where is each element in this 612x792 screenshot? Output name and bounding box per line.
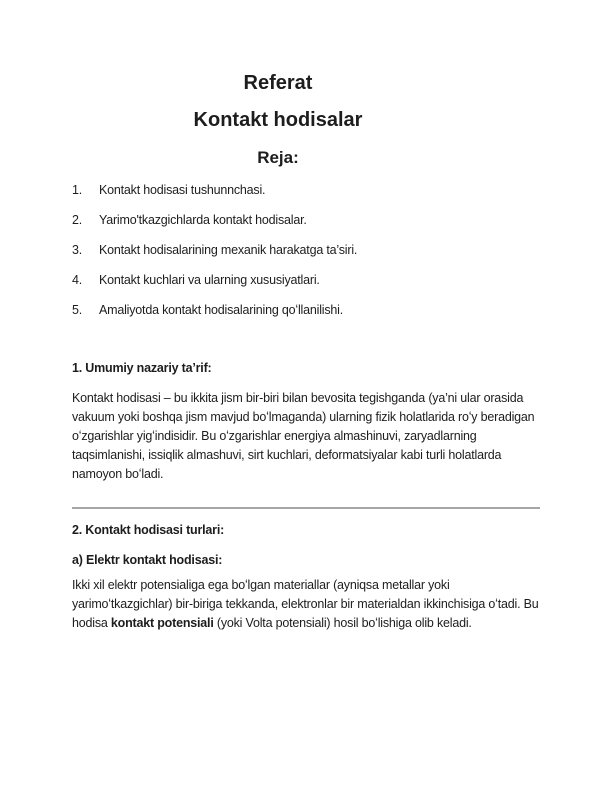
section2-paragraph-text: (yoki Volta potensiali) hosil boʻlishiga olib keladi. [213, 616, 472, 630]
section2-paragraph [72, 576, 542, 633]
list-item [72, 271, 542, 290]
list-item-number: 4. [72, 273, 83, 287]
page-title: Referat [243, 72, 313, 94]
list-item [72, 211, 542, 230]
document-subtitle: Kontakt hodisalar [193, 109, 363, 131]
list-item-number: 1. [72, 183, 83, 197]
section2-heading: 2. Kontakt hodisasi turlari: [72, 523, 225, 537]
section2-paragraph-bold-term: kontakt potensiali [110, 616, 214, 630]
list-item-number: 2. [72, 213, 83, 227]
document-content [72, 0, 542, 633]
list-item-text: Amaliyotda kontakt hodisalarining qoʻllanilishi. [99, 303, 344, 317]
document-headings [72, 70, 484, 170]
list-item [72, 181, 542, 200]
list-item-text: Kontakt hodisalarining mexanik harakatga ta’siri. [99, 243, 358, 257]
section1-heading: 1. Umumiy nazariy ta’rif: [72, 361, 212, 375]
section2-paragraph-text: Ikki xil elektr potensialiga ega boʻlgan materiallar (ayniqsa metallar yoki yarimoʻtkazgichlar) bir-biriga tekkanda, elektronlar bir materialdan ikkinchisiga oʻtadi. Bu hodisa [72, 578, 539, 630]
list-item-number: 3. [72, 243, 83, 257]
list-item-text: Kontakt kuchlari va ularning xususiyatlari. [99, 273, 320, 287]
list-item [72, 241, 542, 260]
list-item-number: 5. [72, 303, 83, 317]
section2-subheading: a) Elektr kontakt hodisasi: [72, 553, 223, 567]
list-item [72, 301, 542, 320]
list-item-text: Kontakt hodisasi tushunnchasi. [99, 183, 266, 197]
plan-heading: Reja: [257, 148, 299, 167]
list-item-text: Yarimo'tkazgichlarda kontakt hodisalar. [99, 213, 307, 227]
section-divider [72, 507, 540, 509]
plan-list [72, 181, 542, 320]
section1-paragraph: Kontakt hodisasi – bu ikkita jism bir-biri bilan bevosita tegishganda (ya’ni ular orasida vakuum yoki boshqa jism mavjud boʻlmaganda) ularning fizik holatlarida roʻy beradigan oʻzgarishlar yigʻindisidir. Bu oʻzgarishlar energiya almashinuvi, zaryadlarning taqsimlanishi, issiqlik almashuvi, sirt kuchlari, deformatsiyalar kabi turli holatlarda namoyon boʻladi. [72, 391, 535, 481]
